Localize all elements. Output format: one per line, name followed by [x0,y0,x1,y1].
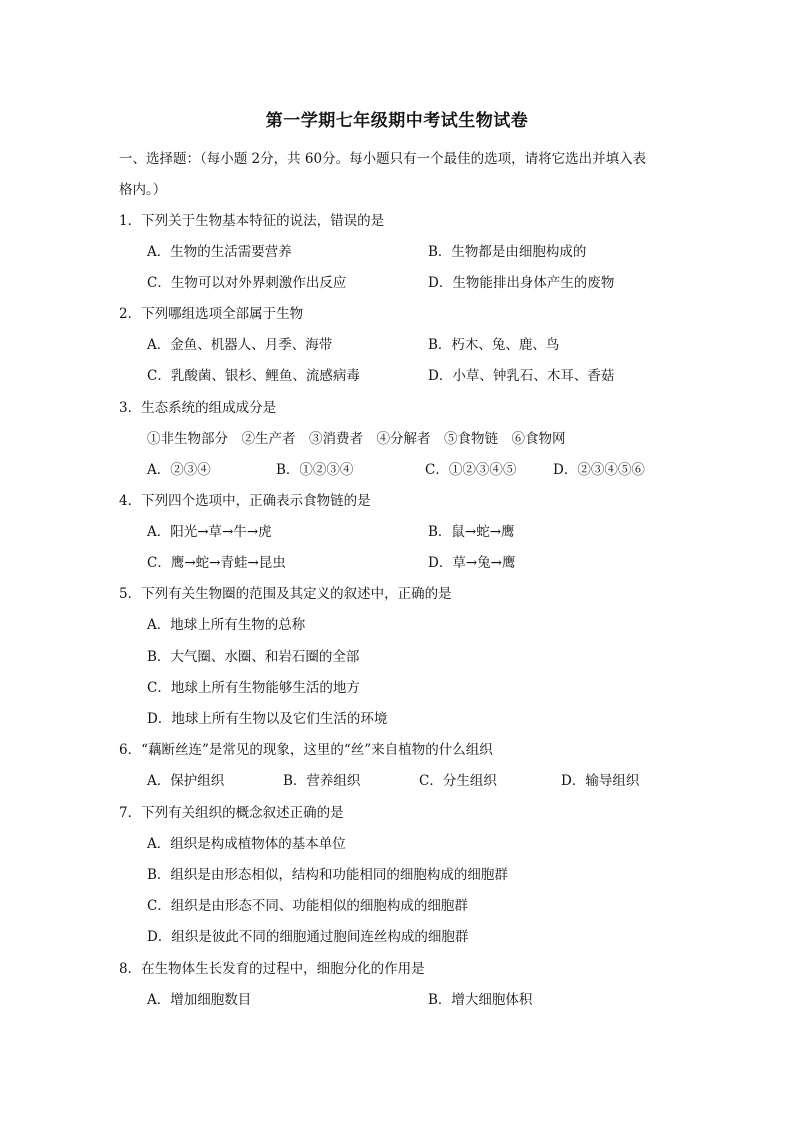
q3-components-list: ①非生物部分 ②生产者 ③消费者 ④分解者 ⑤食物链 ⑥食物网 [147,431,566,447]
question-1-stem: 1．下列关于生物基本特征的说法，错误的是 [119,213,385,229]
section-instruction-line-2: 格内。） [119,182,167,198]
q7-option-d: D．组织是彼此不同的细胞通过胞间连丝构成的细胞群 [147,929,469,945]
q2-option-d: D．小草、钟乳石、木耳、香菇 [428,368,615,384]
q1-option-a: A．生物的生活需要营养 [147,244,292,260]
page-title: 第一学期七年级期中考试生物试卷 [265,111,529,131]
q2-option-a: A．金鱼、机器人、月季、海带 [147,337,333,353]
question-8-stem: 8．在生物体生长发育的过程中，细胞分化的作用是 [119,961,425,977]
q5-option-a: A．地球上所有生物的总称 [147,617,306,633]
q1-option-c: C．生物可以对外界刺激作出反应 [147,275,347,291]
section-instruction-line-1: 一、选择题：（每小题 2分，共 60分。每小题只有一个最佳的选项，请将它选出并填入表 [119,151,647,167]
question-3-stem: 3．生态系统的组成成分是 [119,400,277,416]
q4-option-b: B．鼠→蛇→鹰 [428,524,515,540]
q4-option-c: C．鹰→蛇→青蛙→昆虫 [147,555,286,571]
q6-option-b: B．营养组织 [283,773,361,789]
q6-option-d: D．输导组织 [561,773,640,789]
q2-option-b: B．朽木、兔、鹿、鸟 [428,337,560,353]
q4-option-d: D．草→兔→鹰 [428,555,516,571]
question-4-stem: 4．下列四个选项中，正确表示食物链的是 [119,493,371,509]
q2-option-c: C．乳酸菌、银杉、鲤鱼、流感病毒 [147,368,360,384]
q3-option-a: A．②③④ [147,462,211,478]
q6-option-a: A．保护组织 [147,773,225,789]
question-6-stem: 6．“藕断丝连”是常见的现象，这里的“丝”来自植物的什么组织 [119,742,493,758]
q6-option-c: C．分生组织 [419,773,497,789]
q3-option-d: D．②③④⑤⑥ [553,462,645,478]
q7-option-a: A．组织是构成植物体的基本单位 [147,836,346,852]
q8-option-a: A．增加细胞数目 [147,992,252,1008]
q4-option-a: A．阳光→草→牛→虎 [147,524,272,540]
question-2-stem: 2．下列哪组选项全部属于生物 [119,306,304,322]
q3-option-b: B．①②③④ [276,462,354,478]
q7-option-b: B．组织是由形态相似，结构和功能相同的细胞构成的细胞群 [147,867,508,883]
q8-option-b: B．增大细胞体积 [428,992,533,1008]
q7-option-c: C．组织是由形态不同、功能相似的细胞构成的细胞群 [147,898,468,914]
q5-option-c: C．地球上所有生物能够生活的地方 [147,680,360,696]
question-7-stem: 7．下列有关组织的概念叙述正确的是 [119,805,344,821]
q1-option-b: B．生物都是由细胞构成的 [428,244,587,260]
q5-option-d: D．地球上所有生物以及它们生活的环境 [147,711,388,727]
q1-option-d: D．生物能排出身体产生的废物 [428,275,615,291]
question-5-stem: 5．下列有关生物圈的范围及其定义的叙述中，正确的是 [119,586,452,602]
q5-option-b: B．大气圈、水圈、和岩石圈的全部 [147,649,360,665]
q3-option-c: C．①②③④⑤ [425,462,517,478]
